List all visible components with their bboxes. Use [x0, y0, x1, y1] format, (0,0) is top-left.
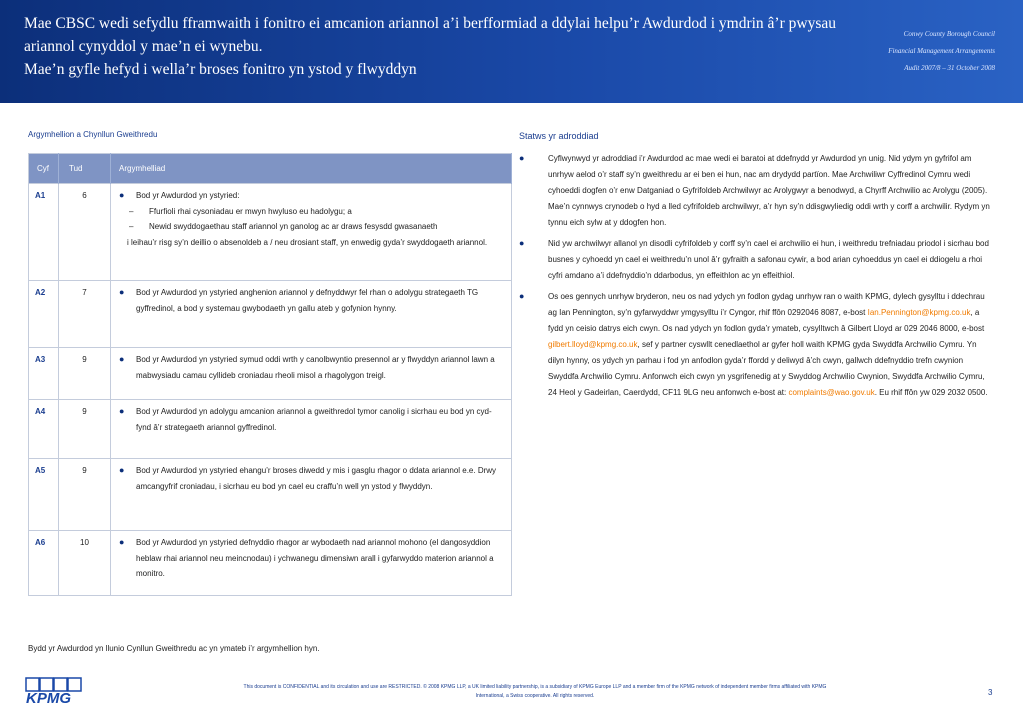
table-row [29, 348, 512, 400]
recommendation-text: Bod yr Awdurdod yn adolygu amcanion ariannol a gweithredol tymor canolig i sicrhau eu bod yn cyd-fynd â’r strategaeth ariannol gyffredinol. [136, 407, 492, 432]
row-recommendation [111, 281, 512, 348]
table-row [29, 459, 512, 531]
disclaimer-line: International, a Swiss cooperative. All rights reserved. [475, 693, 595, 699]
bullet-icon: ● [119, 190, 125, 200]
recommendation-text: Bod yr Awdurdod yn ystyried symud oddi wrth y canolbwyntio presennol ar y flwyddyn ariannol lawn a mabwysiadu camau cyllideb croniadau rheoli misol a rhagolygon treigl. [136, 355, 495, 380]
report-status-title: Statws yr adroddiad [519, 131, 599, 141]
row-recommendation [111, 400, 512, 459]
row-page: 9 [59, 348, 111, 400]
meta-report: Financial Management Arrangements [888, 47, 995, 55]
row-ref: A3 [29, 348, 59, 400]
complaints-text: , sef y partner cyswllt cenedlaethol ar gyfer holl waith KPMG gyda Swyddfa Archwilio Cymru. Yn dilyn hynny, os ydych yn parhau i fod yn anfodlon gyda’r ffordd y deliwyd â’ch cwyn, gallwch ddefnyddio trefn cwynion Swyddfa Archwilio Cymru. Anfonwch eich cwyn yn ysgrifenedig at y Swyddog Archwilio Cwynion, Swyddfa Archwilio Cymru, 24 Heol y Gadeirlan, Caerdydd, CF11 9LG neu anfonwch e-bost at: [548, 340, 985, 397]
table-row [29, 281, 512, 348]
bullet-icon: ● [519, 153, 525, 163]
page-title [24, 12, 864, 81]
bullet-icon: ● [119, 465, 125, 475]
meta-audit: Audit 2007/8 – 31 October 2008 [904, 64, 995, 72]
closing-statement: Bydd yr Awdurdod yn llunio Cynllun Gweithredu ac yn ymateb i’r argymhellion hyn. [28, 644, 320, 653]
title-line: Mae CBSC wedi sefydlu fframwaith i fonitro ei amcanion ariannol a’i berfformiad a ddylai helpu’r Awdurdod i ymdrin â’r pwysau [24, 15, 836, 32]
row-ref: A5 [29, 459, 59, 531]
bullet-icon: ● [519, 238, 525, 248]
header-banner [0, 0, 1023, 103]
email-link-pennington[interactable]: Ian.Pennington@kpmg.co.uk [867, 308, 971, 317]
row-page: 10 [59, 531, 111, 596]
status-paragraph: Nid yw archwilwyr allanol yn disodli cyfrifoldeb y corff sy’n cael ei archwilio ei hun, i weithredu trefniadau priodol i sicrhau bod busnes y cyhoedd yn cael ei weithredu’n unol â’r gyfraith a safonau cywir, a bod arian cyhoeddus yn cael ei ddiogelu a rhoi cyfri amdano a’i ddefnyddio’n ddarbodus, yn effeithlon ac yn effeithiol. [548, 239, 989, 280]
table-row [29, 531, 512, 596]
table-row [29, 184, 512, 281]
row-page: 6 [59, 184, 111, 281]
email-link-complaints[interactable]: complaints@wao.gov.uk [788, 388, 875, 397]
row-ref: A1 [29, 184, 59, 281]
recommendation-subitem: Ffurfioli rhai cysoniadau er mwyn hwyluso eu hadolygu; a [149, 206, 352, 216]
title-line: Mae’n gyfle hefyd i wella’r broses fonitro yn ystod y flwyddyn [24, 61, 417, 78]
table-row [29, 400, 512, 459]
recommendation-subitem: Newid swyddogaethau staff ariannol yn ganolog ac ar draws fesysdd gwasanaeth [149, 222, 438, 231]
kpmg-logo [24, 676, 98, 706]
bullet-icon: ● [119, 287, 125, 297]
complaints-text: , a fydd yn ceisio datrys eich cwyn. Os nad ydych yn fodlon gyda’r ymateb, cysylltwch â Gilbert Lloyd ar 029 2046 8000, e-bost [548, 308, 985, 333]
dash-icon: – [129, 222, 134, 231]
recommendations-title: Argymhellion a Chynllun Gweithredu [28, 130, 158, 139]
report-meta [888, 26, 995, 77]
recommendation-text: Bod yr Awdurdod yn ystyried defnyddio rhagor ar wybodaeth nad ariannol mohono (el dangosyddion heblaw rhai ariannol neu meincnodau) i ychwanegu dimensiwn arall i gyfarwyddo materion ariannol a monitro. [136, 538, 494, 578]
bullet-icon: ● [119, 406, 125, 416]
title-line: ariannol cynyddol y mae’n ei wynebu. [24, 38, 263, 55]
column-header-page: Tud [59, 154, 111, 184]
status-paragraph [548, 289, 994, 401]
report-status-list [519, 151, 994, 406]
table-header-row [29, 154, 512, 184]
row-ref: A6 [29, 531, 59, 596]
page-number: 3 [988, 688, 993, 697]
column-header-ref: Cyf [29, 154, 59, 184]
list-item [519, 236, 994, 284]
bullet-icon: ● [119, 537, 125, 547]
row-recommendation [111, 348, 512, 400]
meta-council: Conwy County Borough Council [903, 30, 995, 38]
recommendation-text: Bod yr Awdurdod yn ystyried: [136, 191, 240, 200]
recommendations-table [28, 153, 512, 596]
email-link-lloyd[interactable]: gilbert.lloyd@kpmg.co.uk [548, 340, 638, 349]
row-ref: A4 [29, 400, 59, 459]
column-header-recommendation: Argymhelliad [111, 154, 512, 184]
row-page: 9 [59, 459, 111, 531]
complaints-text: Os oes gennych unrhyw bryderon, neu os nad ydych yn fodlon gydag unrhyw ran o waith KPMG, dylech gysylltu i ddechrau ag Ian Pennington, sy’n gyfarwyddwr ymgysylltu i’r Cyngor, rhif ffôn 0292046 8087, e-bost [548, 292, 985, 317]
row-recommendation [111, 531, 512, 596]
row-recommendation [111, 459, 512, 531]
row-page: 7 [59, 281, 111, 348]
row-recommendation [111, 184, 512, 281]
recommendation-continuation: i leihau’r risg sy’n deillio o absenoldeb a / neu drosiant staff, yn enwedig gyda’r swyddogaeth ariannol. [127, 237, 488, 247]
row-page: 9 [59, 400, 111, 459]
bullet-icon: ● [519, 291, 525, 301]
disclaimer-line: This document is CONFIDENTIAL and its circulation and use are RESTRICTED. © 2008 KPMG LLP, a UK limited liability partnership, is a subsidiary of KPMG Europe LLP and a member firm of the KPMG network of independent member firms affiliated with KPMG [243, 684, 827, 690]
list-item [519, 151, 994, 231]
recommendation-text: Bod yr Awdurdod yn ystyried anghenion ariannol y defnyddwyr fel rhan o adolygu strategaeth TG gyffredinol, a bod y systemau gwybodaeth yn gallu ateb y gofynion hynny. [136, 288, 479, 313]
row-ref: A2 [29, 281, 59, 348]
recommendation-text: Bod yr Awdurdod yn ystyried ehangu’r broses diwedd y mis i gasglu rhagor o ddata ariannol e.e. Drwy amcangyfrif croniadau, i sicrhau eu bod yn cael eu craffu’n well yn ystod y flwyddyn. [136, 466, 497, 491]
dash-icon: – [129, 206, 134, 216]
list-item [519, 289, 994, 401]
footer-disclaimer [210, 683, 860, 701]
complaints-text: . Eu rhif ffôn yw 029 2032 0500. [874, 388, 988, 397]
status-paragraph: Cyflwynwyd yr adroddiad i’r Awdurdod ac mae wedi ei baratoi at ddefnydd yr Awdurdod yn unig. Nid ydym yn gyfrifol am unrhyw aelod o’r staff sy’n gweithredu ar ei ben ei hun, nac am drydydd partïon. Mae Archwiliwr Cyffredinol Cymru wedi cyhoeddi dogfen o’r enw Datganiad o Gyfrifoldeb Archwilwyr ac Arolygwyr a benodwyd, a Chyrff Archwilio ac Arolygu (2005). Mae’n cynnwys crynodeb o hyd a lled cyfrifoldeb archwilwyr, a’r hyn sy’n ddisgwyliedig oddi wrth y corff a archwilir. Rydym yn tynnu eich sylw at y ddogfen hon. [548, 154, 990, 227]
bullet-icon: ● [119, 354, 125, 364]
logo-text: KPMG [26, 690, 71, 706]
